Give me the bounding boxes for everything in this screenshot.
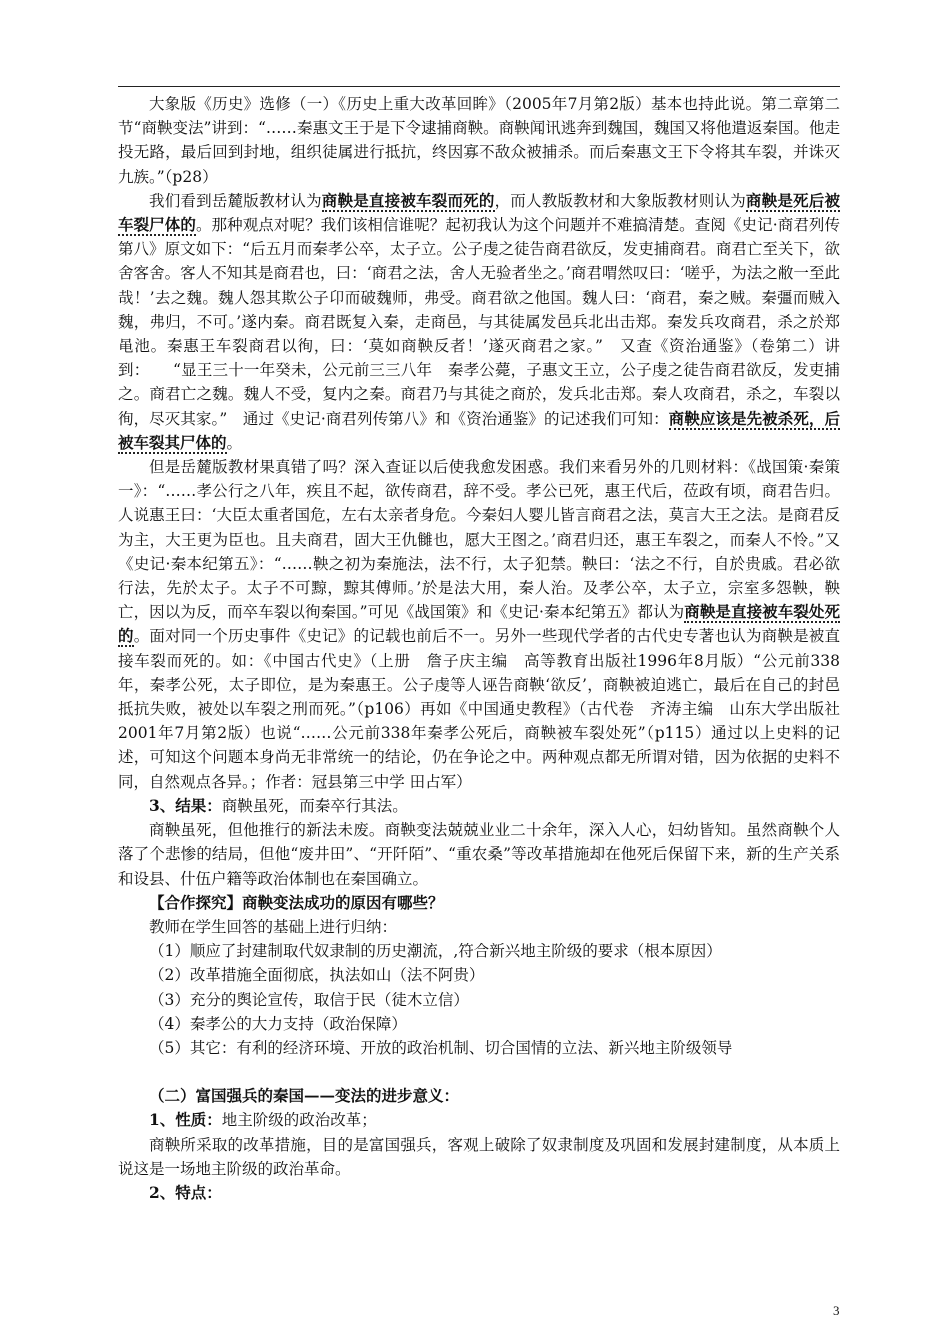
result-text: 商鞅虽死，而秦卒行其法。 — [221, 796, 408, 815]
text-run: 。那种观点对呢？我们该相信谁呢？起初我认为这个问题并不难搞清楚。查阅《史记·商君列传第八》原文如下：“后五月而秦孝公卒，太子立。公子虔之徒告商君欲反，发吏捕商君。商君亡至关下，欲舍客舍。客人不知其是商君也，曰：‘商君之法，舍人无验者坐之。’商君喟然叹曰：‘嗟乎，为法之敝一至此哉！’去之魏。魏人怨其欺公子卬而破魏师，弗受。商君欲之他国。魏人曰：‘商君，秦之贼。秦彊而贼入魏，弗归，不可。’遂内秦。商君既复入秦，走商邑，与其徒属发邑兵北出击郑。秦发兵攻商君，杀之於郑黾池。秦惠王车裂商君以徇，曰：‘莫如商鞅反者！’遂灭商君之家。” 又查《资治通鉴》（卷第二）讲到： “显王三十一年癸未，公元前三三八年 秦孝公薨，子惠文王立，公子虔之徒告商君欲反，发吏捕之。商君亡之魏。魏人不受，复内之秦。商君乃与其徒之商於，发兵北击郑。秦人攻商君，杀之，车裂以徇，尽灭其家。” 通过《史记·商君列传第八》和《资治通鉴》的记述我们可知： — [118, 216, 840, 428]
nature-text: 地主阶级的政治改革； — [221, 1111, 377, 1130]
emphasis-conclusion: 商鞅应该是先被杀死，后被车裂其尸体的 — [118, 408, 840, 452]
page-number: 3 — [833, 1303, 840, 1318]
paragraph-nature: 商鞅所采取的改革措施，目的是富国强兵，客观上破除了奴隶制度及巩固和发展封建制度，从本质上说这是一场地主阶级的政治革命。 — [118, 1135, 840, 1178]
header-rule — [118, 86, 840, 87]
teacher-note: 教师在学生回答的基础上进行归纳： — [149, 917, 398, 936]
emphasis-posthumous: 商鞅是死后被车裂尸体的 — [118, 190, 840, 235]
paragraph-doubts — [118, 455, 840, 794]
paragraph-comparison — [118, 189, 840, 455]
text-run: 。 — [226, 433, 243, 452]
reason-item: （1）顺应了封建制取代奴隶制的历史潮流，,符合新兴地主阶级的要求（根本原因） — [149, 942, 722, 961]
emphasis-direct-execution: 商鞅是直接被车裂而死的 — [321, 190, 495, 210]
result-line — [118, 794, 840, 818]
paragraph-daxiang: 大象版《历史》选修（一）《历史上重大改革回眸》（2005年7月第2版）基本也持此说。第二章第二节“商鞅变法”讲到：“……秦惠文王于是下令逮捕商鞅。商鞅闻讯逃奔到魏国，魏国又将他遣返秦国。他走投无路，最后回到封地，组织徒属进行抵抗，终因寡不敌众被捕杀。而后秦惠文王下令将其车裂，并诛灭九族。”（p28） — [118, 95, 840, 186]
reason-item: （4）秦孝公的大力支持（政治保障） — [149, 1014, 407, 1033]
reason-item: （5）其它：有利的经济环境、开放的政治机制、切合国情的立法、新兴地主阶级领导 — [149, 1038, 733, 1057]
spacer — [118, 1060, 840, 1084]
paragraph-legacy: 商鞅虽死，但他推行的新法未废。商鞅变法兢兢业业二十余年，深入人心，妇幼皆知。虽然商鞅个人落了个悲惨的结局，但他“废井田”、“开阡陌”、“重农桑”等改革措施却在他死后保留下来，新的生产关系和设县、什伍户籍等政治体制也在秦国确立。 — [118, 821, 840, 888]
text-run: 我们看到岳麓版教材认为 — [149, 191, 322, 210]
features-heading: 2、特点： — [149, 1182, 222, 1202]
text-run: ，而人教版教材和大象版教材则认为 — [494, 191, 746, 210]
reason-item: （2）改革措施全面彻底，执法如山（法不阿贵） — [149, 966, 485, 985]
nature-label: 1、性质： — [149, 1110, 222, 1130]
text-run: 但是岳麓版教材果真错了吗？深入查证以后使我愈发困惑。我们来看另外的几则材料：《战国策·秦策一》：“……孝公行之八年，疾且不起，欲传商君，辞不受。孝公已死，惠王代后，莅政有顷，商君告归。人说惠王曰：‘大臣太重者国危，左右太亲者身危。今秦妇人婴儿皆言商君之法，莫言大王之法。是商君反为主，大王更为臣也。且夫商君，固大王仇雠也，愿大王图之。’商君归还，惠王车裂之，而秦人不怜。”又《史记·秦本纪第五》：“……鞅之初为秦施法，法不行，太子犯禁。鞅曰：‘法之不行，自於贵戚。君必欲行法，先於太子。太子不可黥，黥其傅师。’於是法大用，秦人治。及孝公卒，太子立，宗室多怨鞅，鞅亡，因以为反，而卒车裂以徇秦国。”可见《战国策》和《史记·秦本纪第五》都认为 — [118, 458, 840, 622]
reason-item: （3）充分的舆论宣传，取信于民（徒木立信） — [149, 990, 469, 1009]
section-heading: （二）富国强兵的秦国——变法的进步意义： — [149, 1086, 460, 1106]
nature-line — [118, 1108, 840, 1132]
document-body — [118, 92, 840, 1205]
text-run: 。面对同一个历史事件《史记》的记载也前后不一。另外一些现代学者的古代史专著也认为商鞅是被直接车裂而死的。如：《中国古代史》（上册 詹子庆主编 高等教育出版社1996年8月版）“公元前338年，秦孝公死，太子即位，是为秦惠王。公子虔等人诬告商鞅‘欲反’，商鞅被迫逃亡，最后在自己的封邑抵抗失败，被处以车裂之刑而死。”（p106）再如《中国通史教程》（古代卷 齐涛主编 山东大学出版社2001年7月第2版）也说“……公元前338年秦孝公死后，商鞅被车裂处死”（p115）通过以上史料的记述，可知这个问题本身尚无非常统一的结论，仍在争论之中。两种观点都无所谓对错，因为依据的史料不同，自然观点各异。；作者：冠县第三中学 田占军） — [118, 627, 840, 791]
result-label: 3、结果： — [149, 795, 222, 815]
emphasis-direct-execution-2: 商鞅是直接被车裂处死的 — [118, 602, 840, 646]
cooperative-inquiry-heading: 【合作探究】商鞅变法成功的原因有哪些？ — [149, 892, 444, 912]
